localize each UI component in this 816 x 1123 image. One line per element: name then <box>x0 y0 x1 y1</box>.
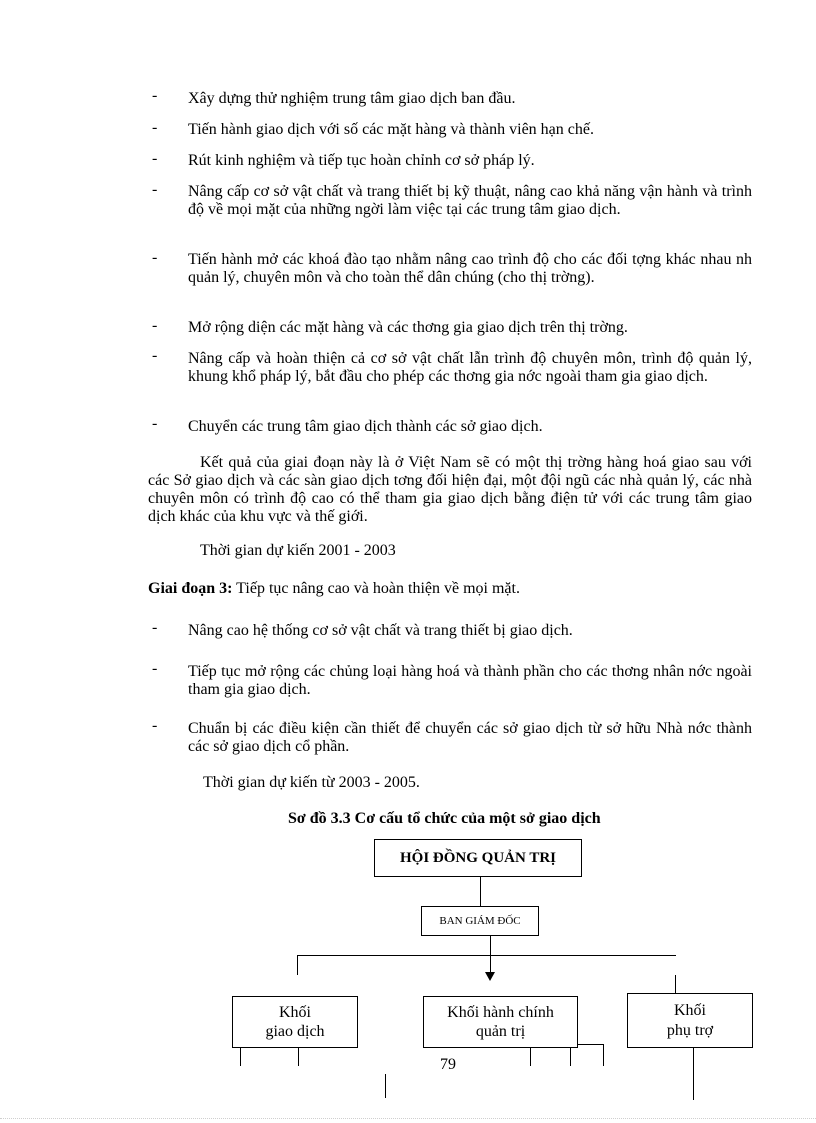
list-item: Tiếp tục mở rộng các chủng loại hàng hoá và thành phần cho các thơng nhân nớc ngoài tham gia giao dịch. <box>188 663 752 698</box>
subline <box>240 1046 241 1066</box>
bullet-marker: - <box>152 317 158 334</box>
admin-block-box <box>423 996 578 1048</box>
admin-block-label-1: Khối hành chính <box>447 1004 554 1021</box>
bullet-marker: - <box>152 347 158 364</box>
directors-label: BAN GIÁM ĐỐC <box>439 915 521 927</box>
phase3-text: Tiếp tục nâng cao và hoàn thiện về mọi mặt. <box>232 580 520 597</box>
subline <box>693 1048 694 1100</box>
diagram-caption: Sơ đồ 3.3 Cơ cấu tổ chức của một sở giao dịch <box>288 810 601 827</box>
board-box <box>374 839 582 877</box>
trading-block-label-2: giao dịch <box>265 1023 325 1040</box>
bullet-marker: - <box>152 150 158 167</box>
support-block-label-2: phụ trợ <box>666 1022 714 1039</box>
result-paragraph: Kết quả của giai đoạn này là ở Việt Nam sẽ có một thị trờng hàng hoá giao sau với các Sở giao dịch và các sàn giao dịch tơng đối hiện đại, một đội ngũ các nhà quản lý, các nhà chuyên môn có trình độ cao có thể tham gia giao dịch bằng điện tử với các trung tâm giao dịch khác của khu vực và thế giới. <box>148 454 752 525</box>
list-item: Tiến hành giao dịch với số các mặt hàng và thành viên hạn chế. <box>188 121 594 138</box>
list-item: Nâng cấp và hoàn thiện cả cơ sở vật chất lẫn trình độ chuyên môn, trình độ quản lý, khung khổ pháp lý, bắt đầu cho phép các thơng gia nớc ngoài tham gia giao dịch. <box>188 350 752 385</box>
timeline-2003-2005: Thời gian dự kiến từ 2003 - 2005. <box>203 774 420 791</box>
bullet-marker: - <box>152 619 158 636</box>
support-block-box <box>627 993 753 1048</box>
bullet-marker: - <box>152 119 158 136</box>
list-item: Mở rộng diện các mặt hàng và các thơng gia giao dịch trên thị trờng. <box>188 319 628 336</box>
connector-horizontal <box>297 955 676 956</box>
list-item: Chuẩn bị các điều kiện cần thiết để chuyển các sở giao dịch từ sở hữu Nhà nớc thành các sở giao dịch cổ phần. <box>188 720 752 755</box>
page-number: 79 <box>440 1056 456 1073</box>
list-item: Xây dựng thử nghiệm trung tâm giao dịch ban đầu. <box>188 90 516 107</box>
timeline-2001-2003: Thời gian dự kiến 2001 - 2003 <box>200 542 396 559</box>
list-item: Nâng cao hệ thống cơ sở vật chất và trang thiết bị giao dịch. <box>188 622 573 639</box>
list-item: Chuyển các trung tâm giao dịch thành các sở giao dịch. <box>188 418 543 435</box>
list-item: Tiến hành mở các khoá đào tạo nhằm nâng cao trình độ cho các đối tợng khác nhau nh quản lý, chuyên môn và cho toàn thể dân chúng (cho thị trờng). <box>188 251 752 286</box>
admin-block-label-2: quản trị <box>475 1023 526 1040</box>
bullet-marker: - <box>152 415 158 432</box>
directors-box <box>421 906 539 936</box>
page-edge-divider <box>0 1118 816 1119</box>
trading-block-box <box>232 996 358 1048</box>
bullet-marker: - <box>152 181 158 198</box>
list-item: Nâng cấp cơ sở vật chất và trang thiết bị kỹ thuật, nâng cao khả năng vận hành và trình độ về mọi mặt của những ngời làm việc tại các trung tâm giao dịch. <box>188 183 752 218</box>
trading-block-label-1: Khối <box>279 1004 311 1021</box>
connector-left-drop <box>297 955 298 975</box>
connector-right-drop <box>675 975 676 995</box>
bullet-marker: - <box>152 249 158 266</box>
bullet-marker: - <box>152 717 158 734</box>
board-label: HỘI ĐỒNG QUẢN TRỊ <box>400 850 556 866</box>
subline <box>385 1074 386 1098</box>
support-block-label-1: Khối <box>674 1002 706 1019</box>
subline <box>603 1044 604 1066</box>
bullet-marker: - <box>152 660 158 677</box>
arrow-down-icon <box>485 972 495 981</box>
phase3-heading <box>148 580 520 598</box>
phase3-label: Giai đoạn 3: <box>148 580 233 597</box>
list-item: Rút kinh nghiệm và tiếp tục hoàn chỉnh cơ sở pháp lý. <box>188 152 535 169</box>
bullet-marker: - <box>152 87 158 104</box>
